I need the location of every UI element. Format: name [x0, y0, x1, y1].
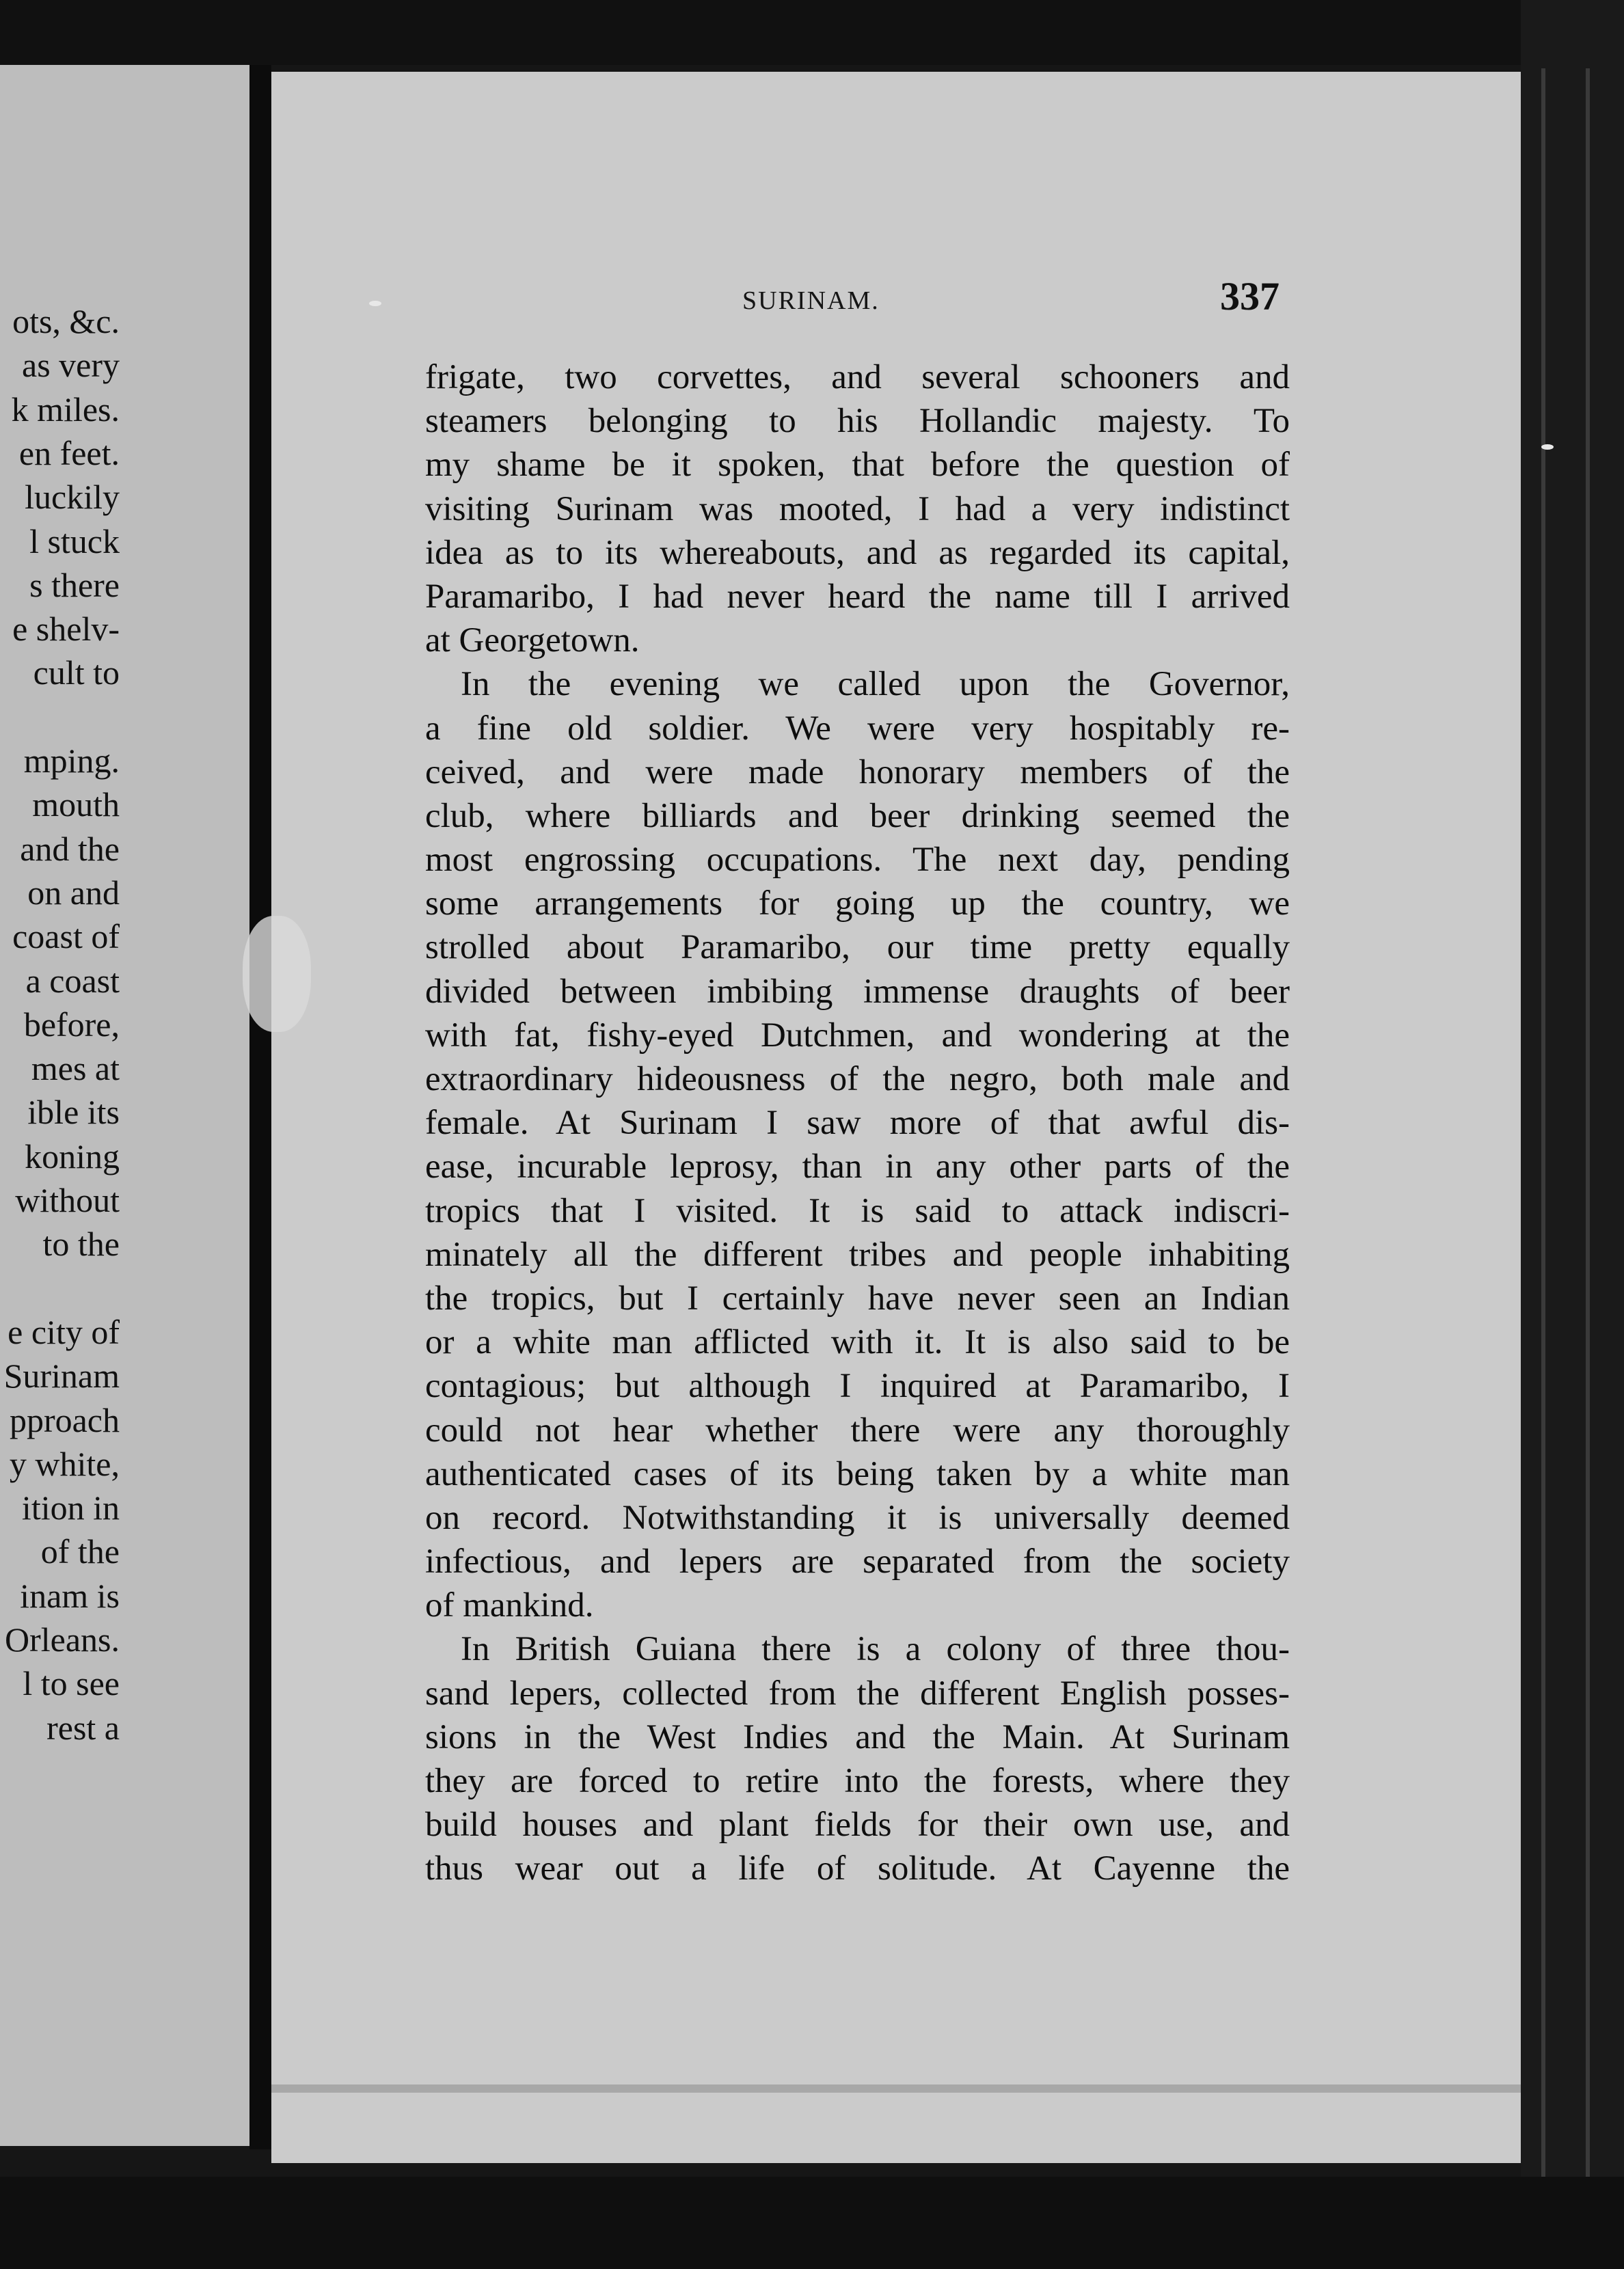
page-edge [271, 2084, 1521, 2093]
left-page-line: cult to [33, 653, 120, 692]
text-line: In the evening we called upon the Governor, [461, 665, 1290, 704]
text-line: infectious, and lepers are separated from the society [425, 1543, 1290, 1581]
left-page-line: en feet. [18, 433, 120, 472]
left-page-line: ition in [21, 1489, 120, 1527]
left-page-line: k miles. [11, 390, 120, 429]
text-line: female. At Surinam I saw more of that awful dis- [425, 1104, 1290, 1143]
text-line: frigate, two corvettes, and several schooners and [425, 358, 1290, 396]
left-page-line: a coast [25, 961, 120, 1000]
text-line: steamers belonging to his Hollandic majesty. To [425, 402, 1290, 441]
text-line: minately all the different tribes and people inhabiting [425, 1235, 1290, 1274]
text-line: club, where billiards and beer drinking seemed the [425, 796, 1290, 835]
text-line: build houses and plant fields for their own use, and [425, 1806, 1290, 1845]
text-line: authenticated cases of its being taken by a white man [425, 1454, 1290, 1493]
film-edge-stripe [1541, 68, 1545, 2180]
text-line: contagious; but although I inquired at Paramaribo, I [425, 1367, 1290, 1406]
left-page-line: to the [42, 1225, 120, 1264]
left-page-line: pproach [9, 1400, 120, 1439]
text-line: extraordinary hideousness of the negro, both male and [425, 1060, 1290, 1098]
text-line: thus wear out a life of solitude. At Cayenne the [425, 1849, 1290, 1888]
paper-speck [369, 301, 381, 306]
left-page-line: as very [22, 346, 120, 385]
film-edge-stripe [1586, 68, 1590, 2180]
left-page-line: mes at [31, 1049, 120, 1088]
left-facing-page [0, 65, 249, 2146]
left-page-line: e city of [8, 1312, 120, 1351]
left-page-line: y white, [9, 1444, 120, 1483]
text-line: visiting Surinam was mooted, I had a very indistinct [425, 489, 1290, 528]
left-page-line: e shelv- [12, 610, 120, 649]
text-line: ease, incurable leprosy, than in any other parts of the [425, 1147, 1290, 1186]
left-page-line: ible its [27, 1093, 120, 1132]
left-page-line: s there [29, 565, 120, 604]
left-page-line: Orleans. [5, 1620, 120, 1659]
left-page-line: without [15, 1181, 120, 1219]
paper-blemish [243, 916, 311, 1032]
text-line: idea as to its whereabouts, and as regarded its capital, [425, 533, 1290, 572]
text-line: strolled about Paramaribo, our time pretty equally [425, 928, 1290, 967]
left-page-line: before, [23, 1005, 120, 1044]
text-line: tropics that I visited. It is said to attack indiscri- [425, 1191, 1290, 1230]
scan-right-border [1521, 0, 1624, 2269]
text-line: or a white man afflicted with it. It is also said to be [425, 1323, 1290, 1362]
scan-top-border [0, 0, 1624, 65]
text-line: they are forced to retire into the forests, where they [425, 1762, 1290, 1800]
left-page-line: inam is [20, 1576, 120, 1615]
left-page-line: koning [25, 1137, 120, 1176]
text-line: sand lepers, collected from the different English posses- [425, 1674, 1290, 1713]
page-number: 337 [1220, 274, 1280, 318]
left-page-line: l stuck [29, 521, 120, 560]
text-line: Paramaribo, I had never heard the name till I arrived [425, 577, 1290, 616]
page-gutter [249, 65, 271, 2149]
left-page-line: and the [20, 829, 120, 868]
scan-bottom-border [0, 2177, 1624, 2269]
left-page-line: Surinam [3, 1357, 120, 1396]
left-page-line: coast of [12, 917, 120, 956]
left-page-line: l to see [23, 1664, 120, 1703]
text-line: with fat, fishy-eyed Dutchmen, and wondering at the [425, 1016, 1290, 1055]
text-line: some arrangements for going up the country, we [425, 884, 1290, 923]
text-line: at Georgetown. [425, 621, 640, 660]
text-line: divided between imbibing immense draughts of beer [425, 972, 1290, 1011]
text-line: most engrossing occupations. The next day, pending [425, 841, 1290, 880]
left-page-line: mping. [23, 742, 120, 780]
body-text [425, 355, 1290, 1891]
text-line: ceived, and were made honorary members of the [425, 752, 1290, 791]
text-line: the tropics, but I certainly have never seen an Indian [425, 1279, 1290, 1318]
running-head: SURINAM. [742, 286, 880, 315]
left-page-line: luckily [25, 478, 120, 517]
text-line: on record. Notwithstanding it is universally deemed [425, 1498, 1290, 1537]
paper-speck [1541, 444, 1554, 450]
text-line: my shame be it spoken, that before the question of [425, 446, 1290, 485]
text-line: a fine old soldier. We were very hospitably re- [425, 709, 1290, 748]
left-page-line: on and [27, 873, 120, 912]
left-page-line: of the [40, 1532, 120, 1571]
text-line: of mankind. [425, 1586, 594, 1625]
left-page-line: mouth [32, 785, 120, 824]
left-page-line: ots, &c. [12, 302, 120, 340]
text-line: In British Guiana there is a colony of three thou- [461, 1630, 1290, 1669]
text-line: could not hear whether there were any thoroughly [425, 1411, 1290, 1450]
left-page-line: rest a [46, 1708, 120, 1747]
text-line: sions in the West Indies and the Main. At Surinam [425, 1717, 1290, 1756]
